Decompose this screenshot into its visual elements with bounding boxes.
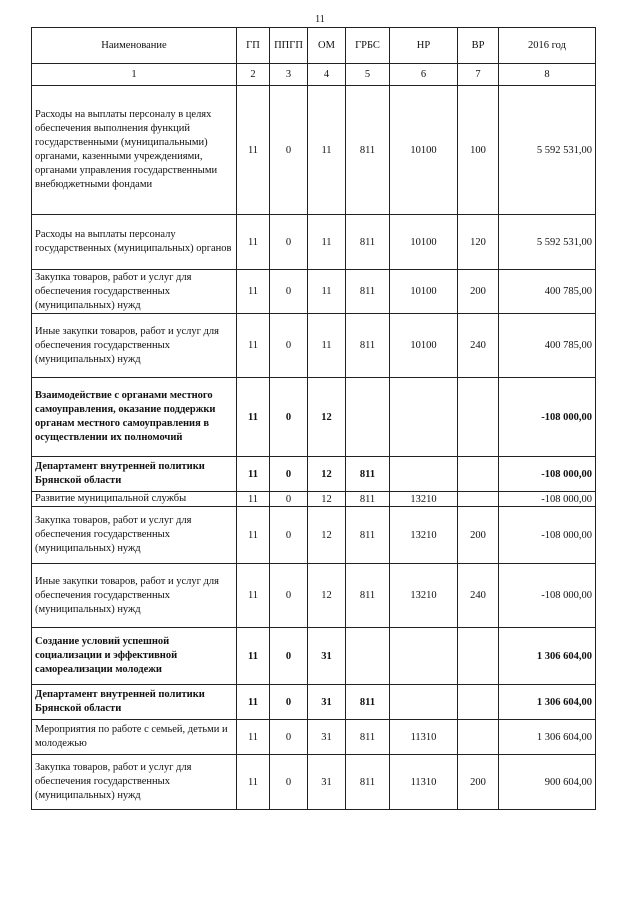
row-nr [390, 457, 458, 492]
row-amount: -108 000,00 [499, 507, 596, 564]
row-nr: 11310 [390, 755, 458, 810]
row-name: Закупка товаров, работ и услуг для обеспечения государственных (муниципальных) нужд [32, 270, 237, 314]
row-ppgp: 0 [270, 492, 308, 507]
row-name: Расходы на выплаты персоналу в целях обеспечения выполнения функций государственными (муниципальными) органами, казенными учреждениями, органами управления государственными внебюджетными фондами [32, 86, 237, 215]
row-amount: 400 785,00 [499, 270, 596, 314]
row-vr [458, 628, 499, 685]
row-amount: -108 000,00 [499, 457, 596, 492]
row-gp: 11 [237, 86, 270, 215]
row-om: 12 [308, 564, 346, 628]
row-vr [458, 685, 499, 720]
row-amount: -108 000,00 [499, 492, 596, 507]
row-grbs: 811 [346, 492, 390, 507]
row-grbs: 811 [346, 685, 390, 720]
row-nr: 13210 [390, 492, 458, 507]
row-gp: 11 [237, 720, 270, 755]
page-number: 11 [315, 14, 325, 25]
row-amount: 400 785,00 [499, 314, 596, 378]
row-gp: 11 [237, 492, 270, 507]
row-ppgp: 0 [270, 86, 308, 215]
row-om: 11 [308, 215, 346, 270]
row-amount: 1 306 604,00 [499, 720, 596, 755]
row-name: Закупка товаров, работ и услуг для обеспечения государственных (муниципальных) нужд [32, 755, 237, 810]
row-ppgp: 0 [270, 270, 308, 314]
row-grbs [346, 378, 390, 457]
table-row [32, 457, 596, 492]
row-name: Иные закупки товаров, работ и услуг для обеспечения государственных (муниципальных) нужд [32, 564, 237, 628]
row-om: 11 [308, 270, 346, 314]
row-name: Департамент внутренней политики Брянской области [32, 685, 237, 720]
row-gp: 11 [237, 628, 270, 685]
row-vr: 240 [458, 564, 499, 628]
row-vr [458, 492, 499, 507]
row-ppgp: 0 [270, 457, 308, 492]
row-ppgp: 0 [270, 564, 308, 628]
row-nr: 13210 [390, 564, 458, 628]
row-gp: 11 [237, 457, 270, 492]
row-gp: 11 [237, 755, 270, 810]
row-nr: 10100 [390, 270, 458, 314]
row-grbs: 811 [346, 507, 390, 564]
table-row [32, 215, 596, 270]
header-number: 8 [499, 64, 596, 86]
row-amount: 5 592 531,00 [499, 215, 596, 270]
row-nr: 13210 [390, 507, 458, 564]
row-nr [390, 685, 458, 720]
budget-table [31, 27, 596, 810]
row-om: 12 [308, 378, 346, 457]
row-vr: 120 [458, 215, 499, 270]
table-row [32, 628, 596, 685]
row-ppgp: 0 [270, 720, 308, 755]
row-gp: 11 [237, 215, 270, 270]
row-name: Развитие муниципальной службы [32, 492, 237, 507]
header-number: 5 [346, 64, 390, 86]
header-number: 1 [32, 64, 237, 86]
row-nr [390, 628, 458, 685]
header-vr: ВР [458, 28, 499, 64]
header-number: 3 [270, 64, 308, 86]
row-grbs: 811 [346, 755, 390, 810]
row-vr: 100 [458, 86, 499, 215]
row-grbs: 811 [346, 457, 390, 492]
row-nr [390, 378, 458, 457]
row-vr: 200 [458, 507, 499, 564]
header-number: 6 [390, 64, 458, 86]
row-om: 11 [308, 314, 346, 378]
table-row [32, 507, 596, 564]
row-amount: 1 306 604,00 [499, 628, 596, 685]
row-name: Расходы на выплаты персоналу государственных (муниципальных) органов [32, 215, 237, 270]
row-vr [458, 457, 499, 492]
table-body [32, 86, 596, 810]
row-ppgp: 0 [270, 215, 308, 270]
row-nr: 11310 [390, 720, 458, 755]
row-amount: -108 000,00 [499, 564, 596, 628]
row-ppgp: 0 [270, 314, 308, 378]
row-om: 12 [308, 457, 346, 492]
row-nr: 10100 [390, 215, 458, 270]
header-ppgp: ППГП [270, 28, 308, 64]
row-grbs: 811 [346, 215, 390, 270]
row-vr [458, 378, 499, 457]
header-om: ОМ [308, 28, 346, 64]
row-ppgp: 0 [270, 628, 308, 685]
row-om: 31 [308, 685, 346, 720]
row-amount: -108 000,00 [499, 378, 596, 457]
row-om: 31 [308, 720, 346, 755]
table-row [32, 492, 596, 507]
row-gp: 11 [237, 564, 270, 628]
header-year: 2016 год [499, 28, 596, 64]
row-nr: 10100 [390, 86, 458, 215]
row-name: Мероприятия по работе с семьей, детьми и молодежью [32, 720, 237, 755]
table-row [32, 378, 596, 457]
row-vr: 200 [458, 270, 499, 314]
row-grbs: 811 [346, 564, 390, 628]
row-ppgp: 0 [270, 378, 308, 457]
header-gp: ГП [237, 28, 270, 64]
header-number: 7 [458, 64, 499, 86]
header-number: 4 [308, 64, 346, 86]
row-om: 31 [308, 755, 346, 810]
row-amount: 1 306 604,00 [499, 685, 596, 720]
header-number: 2 [237, 64, 270, 86]
row-grbs: 811 [346, 86, 390, 215]
row-om: 12 [308, 507, 346, 564]
row-name: Закупка товаров, работ и услуг для обеспечения государственных (муниципальных) нужд [32, 507, 237, 564]
row-ppgp: 0 [270, 507, 308, 564]
row-grbs [346, 628, 390, 685]
row-gp: 11 [237, 507, 270, 564]
row-vr: 240 [458, 314, 499, 378]
header-grbs: ГРБС [346, 28, 390, 64]
table-row [32, 314, 596, 378]
header-row [32, 28, 596, 64]
row-gp: 11 [237, 270, 270, 314]
row-name: Иные закупки товаров, работ и услуг для обеспечения государственных (муниципальных) нужд [32, 314, 237, 378]
table-row [32, 720, 596, 755]
row-gp: 11 [237, 378, 270, 457]
row-grbs: 811 [346, 720, 390, 755]
row-om: 12 [308, 492, 346, 507]
row-ppgp: 0 [270, 755, 308, 810]
row-grbs: 811 [346, 270, 390, 314]
row-name: Создание условий успешной социализации и эффективной самореализации молодежи [32, 628, 237, 685]
header-number-row [32, 64, 596, 86]
table-row [32, 86, 596, 215]
row-gp: 11 [237, 314, 270, 378]
table-row [32, 685, 596, 720]
table-row [32, 270, 596, 314]
row-grbs: 811 [346, 314, 390, 378]
row-nr: 10100 [390, 314, 458, 378]
row-vr: 200 [458, 755, 499, 810]
table-row [32, 755, 596, 810]
row-vr [458, 720, 499, 755]
row-name: Департамент внутренней политики Брянской области [32, 457, 237, 492]
row-om: 31 [308, 628, 346, 685]
row-ppgp: 0 [270, 685, 308, 720]
row-om: 11 [308, 86, 346, 215]
header-nr: НР [390, 28, 458, 64]
table-row [32, 564, 596, 628]
header-name: Наименование [32, 28, 237, 64]
row-name: Взаимодействие с органами местного самоуправления, оказание поддержки органам местного самоуправления в осуществлении их полномочий [32, 378, 237, 457]
row-gp: 11 [237, 685, 270, 720]
row-amount: 900 604,00 [499, 755, 596, 810]
row-amount: 5 592 531,00 [499, 86, 596, 215]
